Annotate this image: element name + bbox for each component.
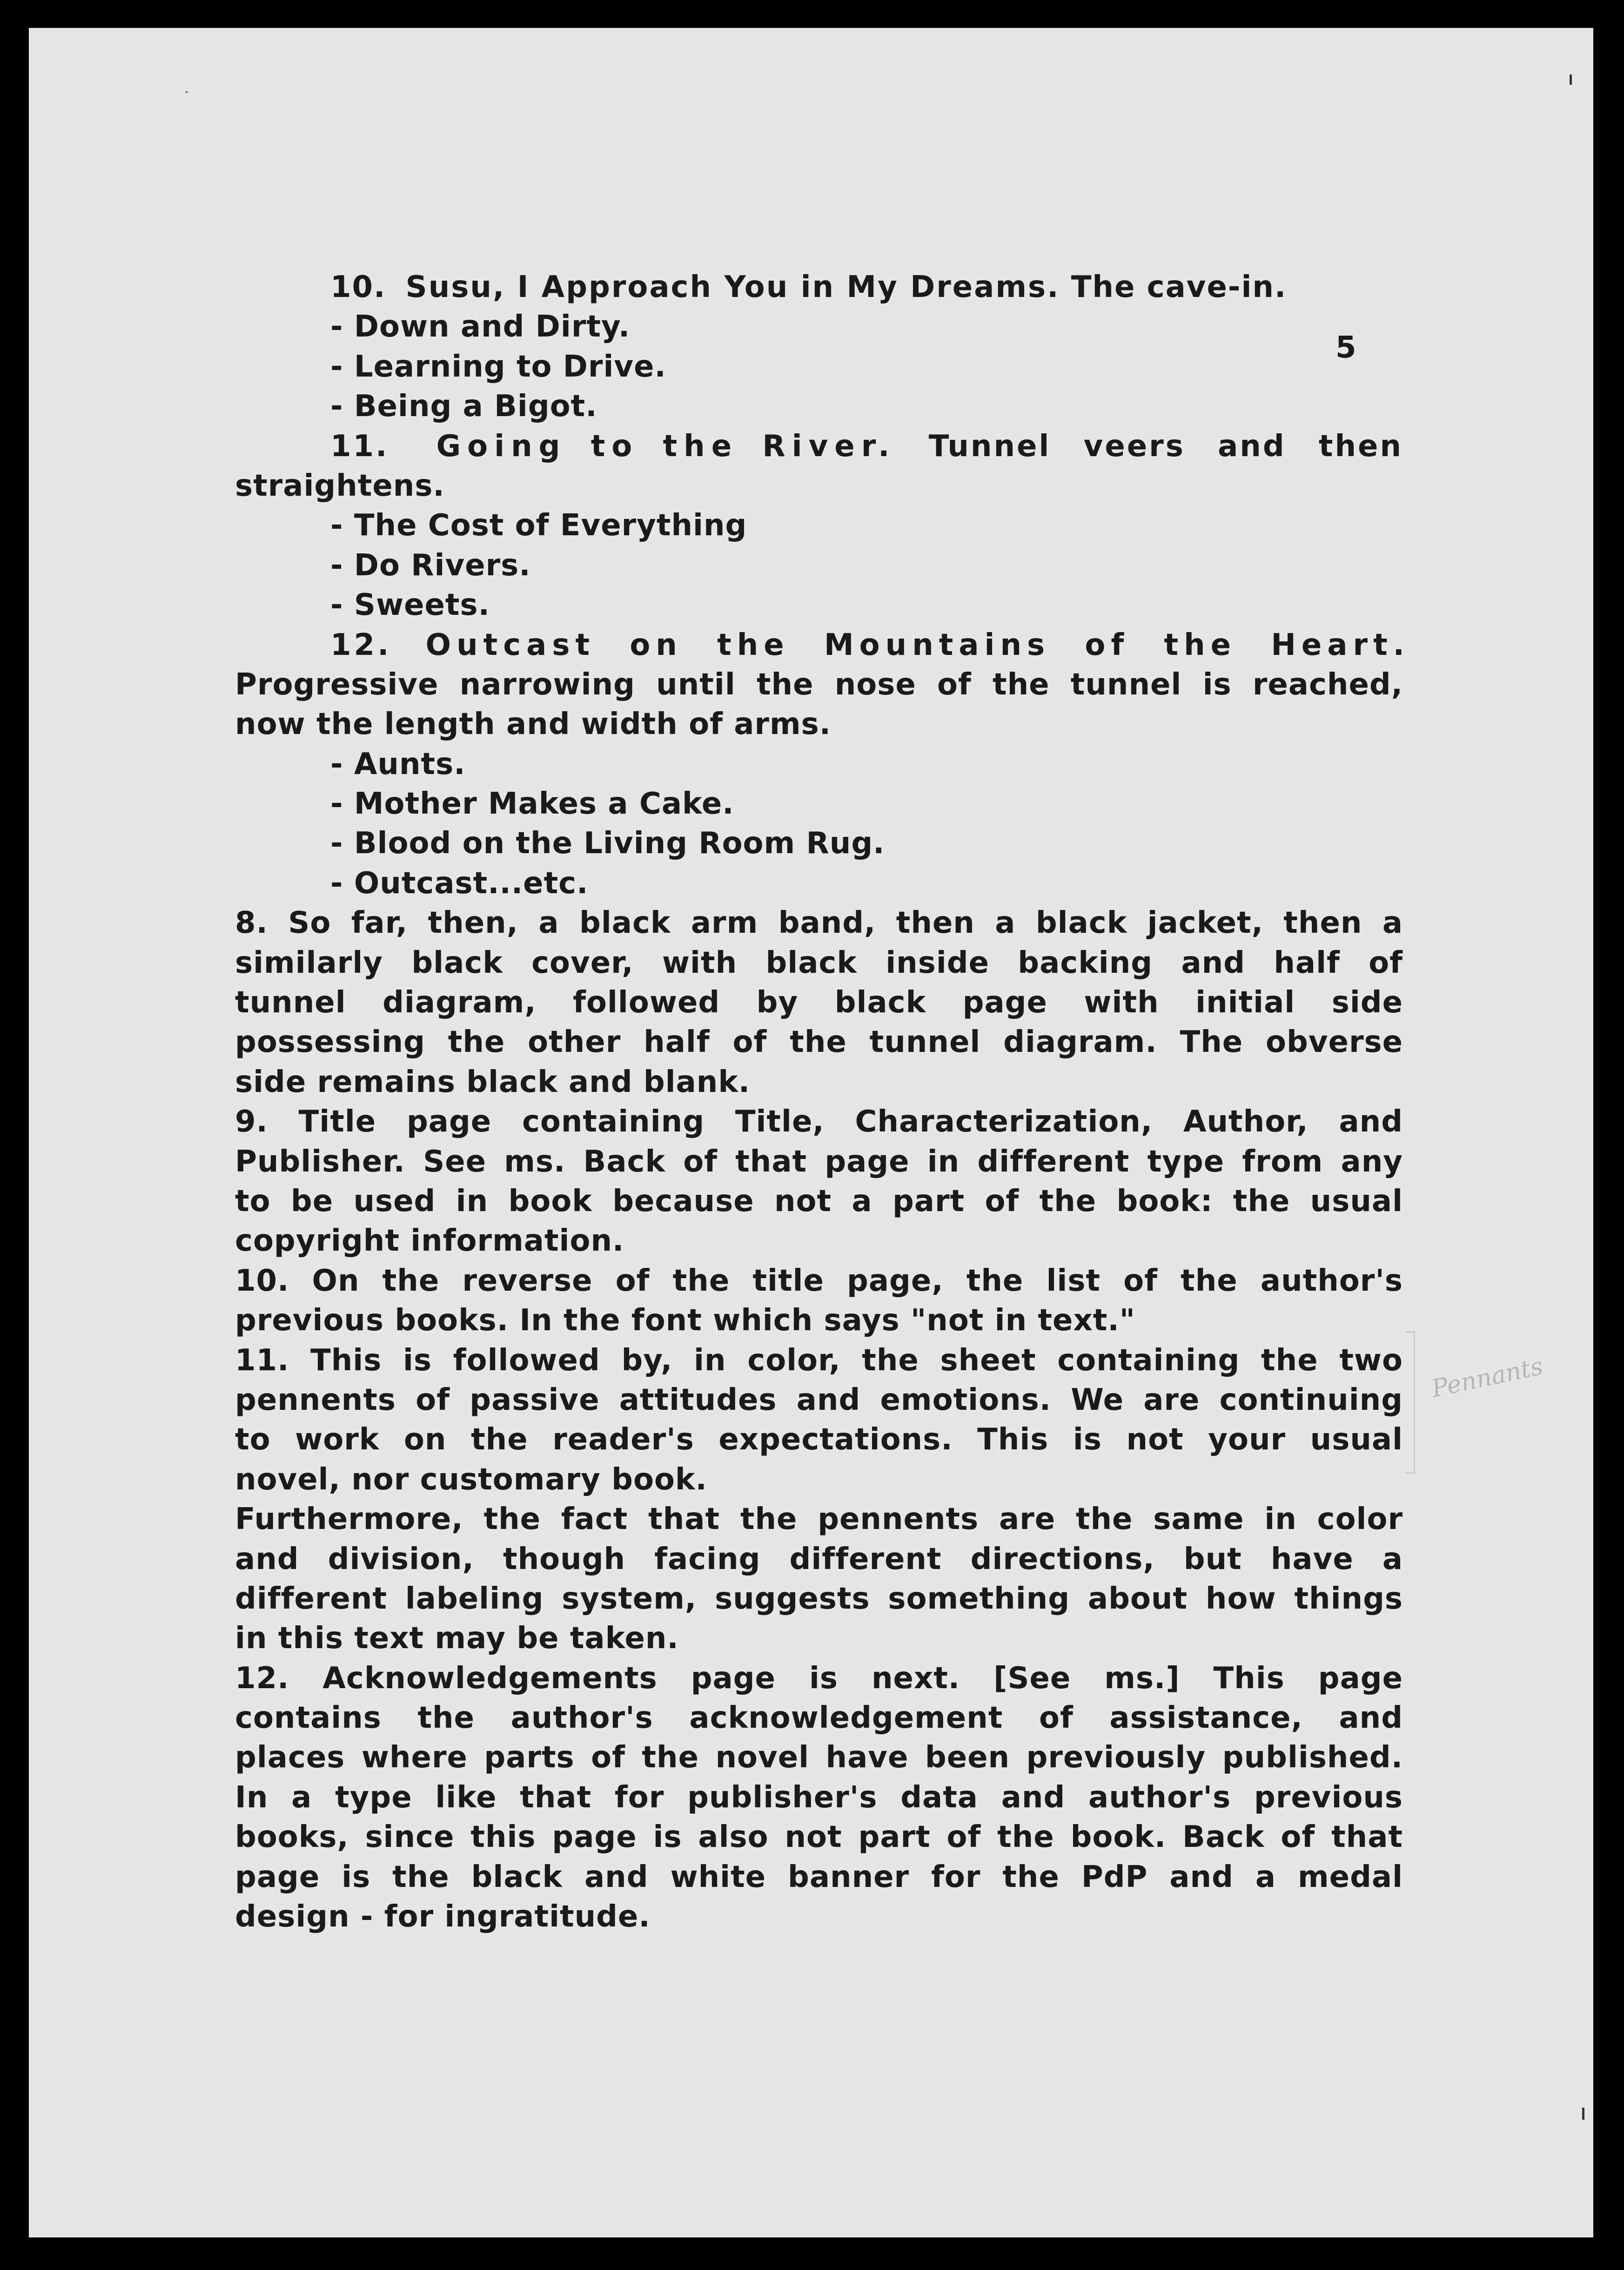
text-line: - Blood on the Living Room Rug. (330, 826, 885, 861)
text-line: Progressive narrowing until the nose of the tunnel is reached, (235, 667, 1403, 702)
text-line: - Learning to Drive. (330, 349, 666, 384)
page-number: 5 (1335, 330, 1356, 365)
text-line: to be used in book because not a part of the book: the usual (235, 1184, 1403, 1219)
text-line: books, since this page is also not part of the book. Back of that (235, 1820, 1403, 1855)
text-line: and division, though facing different directions, but have a (235, 1542, 1403, 1576)
chapter-title: Outcast on the Mountains of the Heart. (425, 627, 1410, 662)
scan-mark (185, 91, 188, 93)
heading-rest: The cave-in. (1060, 270, 1287, 304)
text-line: - Aunts. (330, 747, 466, 781)
heading-line (235, 427, 1403, 466)
item-number: 11. (330, 429, 389, 464)
heading-line (235, 626, 1410, 665)
text-line: pennents of passive attitudes and emotions. We are continuing (235, 1382, 1403, 1417)
scan-mark (1570, 74, 1572, 85)
text-line: - Being a Bigot. (330, 389, 597, 424)
item-number: 10. (330, 270, 386, 304)
text-line: contains the author's acknowledgement of assistance, and (235, 1701, 1403, 1736)
pencil-bracket (1405, 1331, 1415, 1474)
text-line: possessing the other half of the tunnel diagram. The obverse (235, 1025, 1403, 1060)
chapter-title: Going to the River. (436, 429, 896, 464)
text-line: 8. So far, then, a black arm band, then a black jacket, then a (235, 906, 1403, 941)
text-line: Publisher. See ms. Back of that page in different type from any (235, 1144, 1403, 1179)
text-line: side remains black and blank. (235, 1064, 751, 1099)
text-line: 10. On the reverse of the title page, the list of the author's (235, 1263, 1403, 1298)
heading-rest: Tunnel veers and then (896, 429, 1403, 464)
text-line: - Mother Makes a Cake. (330, 787, 734, 822)
text-line: - Down and Dirty. (330, 310, 631, 344)
margin-note: Pennants (1429, 1352, 1546, 1403)
text-line: Furthermore, the fact that the pennents are the same in color (235, 1502, 1403, 1537)
text-line: in this text may be taken. (235, 1621, 679, 1656)
text-line: - The Cost of Everything (330, 508, 747, 543)
item-number: 12. (330, 627, 392, 662)
text-line: to work on the reader's expectations. This is not your usual (235, 1422, 1403, 1457)
text-line: different labeling system, suggests something about how things (235, 1581, 1403, 1616)
heading-line (235, 268, 1403, 307)
text-line: 11. This is followed by, in color, the sheet containing the two (235, 1343, 1403, 1378)
text-line: In a type like that for publisher's data and author's previous (235, 1780, 1403, 1815)
text-line: - Outcast...etc. (330, 866, 589, 901)
body-text (235, 268, 1410, 1937)
text-line: copyright information. (235, 1224, 624, 1259)
text-line: page is the black and white banner for the PdP and a medal (235, 1859, 1403, 1894)
text-line: tunnel diagram, followed by black page with initial side (235, 985, 1403, 1020)
text-line: novel, nor customary book. (235, 1462, 707, 1497)
chapter-title: Susu, I Approach You in My Dreams. (405, 270, 1060, 304)
text-line: 9. Title page containing Title, Characterization, Author, and (235, 1105, 1403, 1139)
text-line: similarly black cover, with black inside backing and half of (235, 945, 1403, 980)
text-line: straightens. (235, 468, 445, 503)
text-line: design - for ingratitude. (235, 1900, 651, 1934)
text-line: - Do Rivers. (330, 548, 531, 583)
text-line: - Sweets. (330, 588, 490, 623)
scan-mark (1582, 2108, 1584, 2120)
text-line: places where parts of the novel have been previously published. (235, 1740, 1403, 1775)
text-line: previous books. In the font which says "not in text." (235, 1303, 1135, 1338)
text-line: now the length and width of arms. (235, 707, 832, 742)
text-line: 12. Acknowledgements page is next. [See ms.] This page (235, 1661, 1403, 1696)
